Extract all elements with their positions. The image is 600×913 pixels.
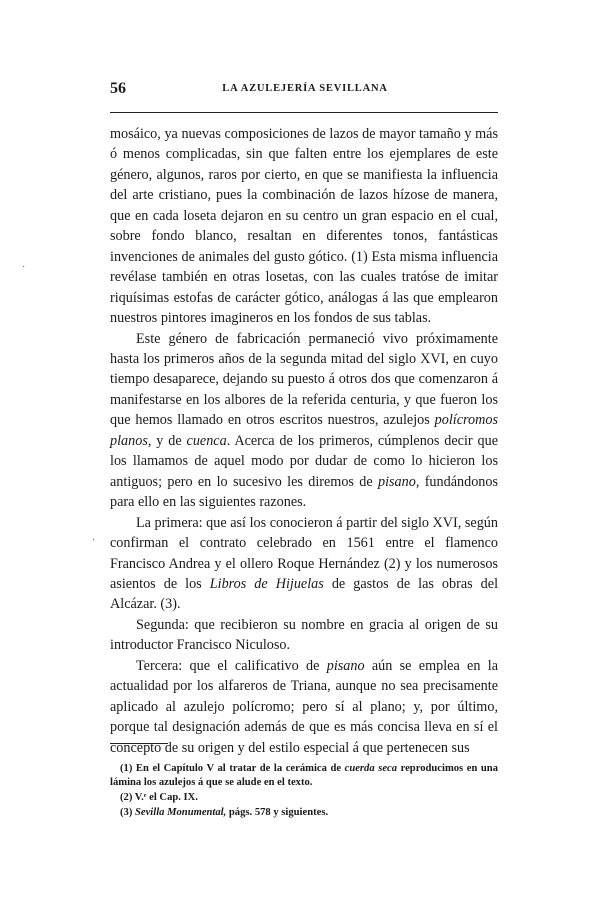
running-head: LA AZULEJERÍA SEVILLANA — [222, 83, 388, 94]
footnote-3-text-a: (3) — [120, 807, 136, 818]
term-pisano-2: pisano — [326, 657, 365, 674]
paragraph-3 — [110, 513, 498, 615]
footnote-1-text-a: (1) En el Capítulo V al tratar de la cerámica de — [120, 763, 345, 774]
paragraph-2-text-a: Este género de fabricación permaneció vivo próximamente hasta los primeros años de la segunda mitad del siglo XVI, en cuyo tiempo desaparece, dejando su puesto á otros dos que comenzaron á manifestarse en los albores de la referida centuria, y que fueron los que hemos llamado en otros escritos nuestros, azulejos — [110, 330, 498, 429]
footnote-rule — [110, 743, 168, 744]
paragraph-5-text-a: Tercera: que el calificativo de — [136, 657, 327, 674]
term-pisano: pisano — [377, 473, 416, 490]
paragraph-2-text-c: . Acerca de los primeros, cúmplenos decir que los llamamos de aquel modo por dudar de como lo hicieron los antiguos; pero en lo sucesivo les diremos de — [110, 432, 498, 490]
term-libros-de-hijuelas: Libros de Hijuelas — [209, 575, 324, 592]
margin-speck-1: · — [22, 262, 26, 273]
margin-speck-2: · — [92, 535, 96, 546]
page-header — [110, 80, 500, 102]
header-rule — [110, 112, 498, 113]
paragraph-5-text-b: aún se emplea en la actualidad por los alfareros de Triana, aunque no sea precisamente aplicado al azulejo polícromo; pero sí al plano; y, por último, porque tal designación además de que es más concisa lleva en sí el concepto de su origen y del estilo especial á que pertenecen sus — [110, 657, 498, 756]
term-policromos-planos: polícromos planos — [110, 412, 498, 449]
footnote-3 — [110, 806, 498, 820]
footnote-1 — [110, 762, 498, 790]
footnote-3-text-b: págs. 578 y siguientes. — [226, 807, 329, 818]
page-number: 56 — [110, 80, 126, 97]
footnote-3-term: Sevilla Monumental, — [135, 807, 227, 818]
paragraph-3-text-a: La primera: que así los conocieron á partir del siglo XVI, según confirman el contrato celebrado en 1561 entre el flamenco Francisco Andrea y el ollero Roque Hernández (2) y los numerosos asientos de los — [110, 514, 498, 592]
paragraph-1 — [110, 124, 498, 329]
footnote-2 — [110, 791, 498, 805]
paragraph-2 — [110, 329, 498, 513]
paragraph-1-text: mosáico, ya nuevas composiciones de lazos de mayor tamaño y más ó menos complicadas, sin que falten entre los ejemplares de este género, algunos, raros por cierto, en que se manifiesta la influencia del arte cristiano, pues la combinación de lazos hízose de manera, que en cada loseta dejaron en su centro un gran espacio en el cual, sobre fondo blanco, resaltan en diferentes tonos, fantásticas invenciones de animales del gusto gótico. (1) Esta misma influencia revélase también en otras losetas, con las cuales tratóse de imitar riquísimas estofas de carácter gótico, análogas á las que emplearon nuestros pintores imagineros en los fondos de sus tablas. — [110, 126, 498, 327]
body-text — [110, 124, 498, 758]
paragraph-2-text-d: , fundándonos para ello en las siguientes razones. — [110, 473, 498, 511]
paragraph-2-text-b: , y de — [147, 432, 187, 449]
paragraph-5 — [110, 656, 498, 758]
footnotes — [110, 762, 498, 821]
footnote-1-term: cuerda seca — [344, 763, 398, 774]
paragraph-4-text: Segunda: que recibieron su nombre en gracia al origen de su introductor Francisco Niculoso. — [110, 616, 498, 654]
term-cuenca: cuenca — [186, 432, 227, 449]
footnote-2-text: (2) V.ᵉ el Cap. IX. — [120, 792, 198, 803]
paragraph-4 — [110, 615, 498, 656]
paragraph-3-text-b: de gastos de las obras del Alcázar. (3). — [110, 575, 499, 613]
footnote-1-text-b: reproducimos en una lámina los azulejos á que se alude en el texto. — [110, 763, 498, 788]
